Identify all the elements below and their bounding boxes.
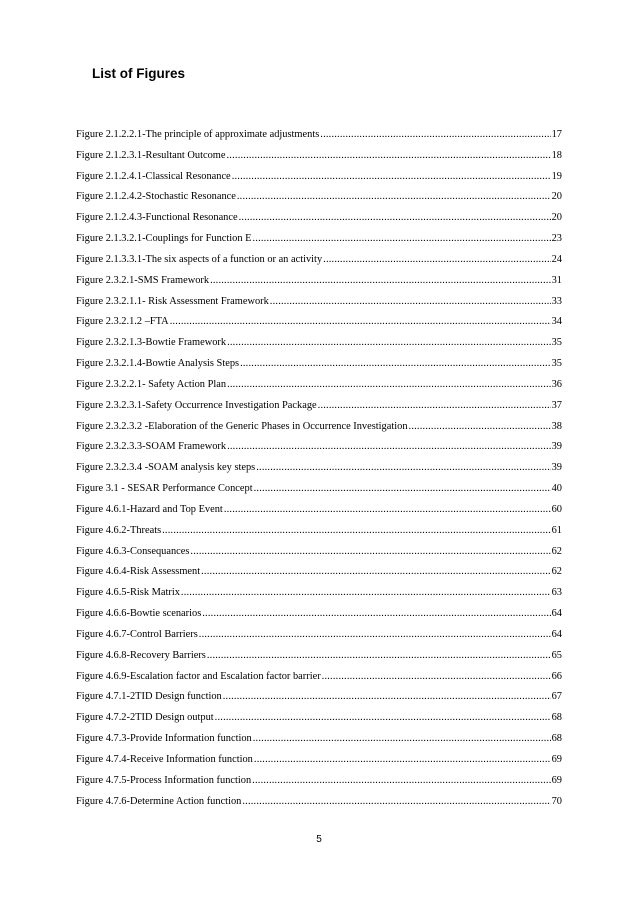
figure-title: Figure 2.3.2.3.1-Safety Occurrence Investigation Package <box>76 399 317 411</box>
figure-list-item[interactable] <box>76 500 562 521</box>
figure-title: Figure 2.1.3.3.1-The six aspects of a function or an activity <box>76 253 323 265</box>
dot-leader <box>232 167 551 188</box>
figure-list-item[interactable] <box>76 687 562 708</box>
figure-title: Figure 4.6.1-Hazard and Top Event <box>76 503 223 515</box>
figure-list-item[interactable] <box>76 604 562 625</box>
figure-title: Figure 2.1.2.4.2-Stochastic Resonance <box>76 191 236 203</box>
dot-leader <box>227 146 551 167</box>
figure-list-item[interactable] <box>76 396 562 417</box>
figure-list-item[interactable] <box>76 750 562 771</box>
figure-list-item[interactable] <box>76 333 562 354</box>
figure-title: Figure 4.6.3-Consequances <box>76 545 190 557</box>
dot-leader <box>227 375 551 396</box>
figure-title: Figure 4.7.1-2TID Design function <box>76 691 222 703</box>
dot-leader <box>239 208 551 229</box>
dot-leader <box>254 479 551 500</box>
figure-page-number: 33 <box>551 295 562 307</box>
figure-title: Figure 4.6.8-Recovery Barriers <box>76 649 206 661</box>
figure-title: Figure 2.3.2.2.1- Safety Action Plan <box>76 378 227 390</box>
dot-leader <box>242 792 550 813</box>
figure-list-item[interactable] <box>76 646 562 667</box>
figure-page-number: 40 <box>551 483 562 495</box>
figure-page-number: 18 <box>551 149 562 161</box>
figure-page-number: 36 <box>551 378 562 390</box>
figure-page-number: 62 <box>551 566 562 578</box>
dot-leader <box>227 333 551 354</box>
dot-leader <box>227 437 551 458</box>
figure-page-number: 68 <box>551 733 562 745</box>
figure-title: Figure 2.1.2.3.1-Resultant Outcome <box>76 149 226 161</box>
figure-list <box>76 125 562 812</box>
figure-page-number: 69 <box>551 774 562 786</box>
dot-leader <box>210 271 551 292</box>
figure-page-number: 23 <box>551 233 562 245</box>
dot-leader <box>409 417 551 438</box>
figure-list-item[interactable] <box>76 667 562 688</box>
figure-title: Figure 4.7.3-Provide Information function <box>76 733 252 745</box>
figure-page-number: 20 <box>551 191 562 203</box>
figure-title: Figure 2.1.2.4.1-Classical Resonance <box>76 170 231 182</box>
figure-title: Figure 4.6.7-Control Barriers <box>76 628 198 640</box>
figure-title: Figure 2.1.2.2.1-The principle of approximate adjustments <box>76 129 320 140</box>
dot-leader <box>181 583 551 604</box>
figure-list-item[interactable] <box>76 375 562 396</box>
figure-title: Figure 4.6.4-Risk Assessment <box>76 566 201 578</box>
dot-leader <box>322 667 551 688</box>
figure-page-number: 65 <box>551 649 562 661</box>
dot-leader <box>320 125 550 146</box>
figure-title: Figure 2.1.2.4.3-Functional Resonance <box>76 212 238 224</box>
figure-list-item[interactable] <box>76 312 562 333</box>
dot-leader <box>215 708 551 729</box>
figure-page-number: 69 <box>551 753 562 765</box>
figure-title: Figure 3.1 - SESAR Performance Concept <box>76 483 253 495</box>
dot-leader <box>190 542 550 563</box>
figure-title: Figure 4.7.4-Receive Information function <box>76 753 253 765</box>
figure-page-number: 24 <box>551 253 562 265</box>
figure-list-item[interactable] <box>76 458 562 479</box>
dot-leader <box>252 771 550 792</box>
figure-title: Figure 2.3.2.1.2 –FTA <box>76 316 169 328</box>
page-heading: List of Figures <box>92 66 186 81</box>
figure-list-item[interactable] <box>76 292 562 313</box>
figure-title: Figure 4.6.5-Risk Matrix <box>76 587 180 599</box>
figure-title: Figure 2.3.2.3.2 -Elaboration of the Generic Phases in Occurrence Investigation <box>76 420 408 432</box>
figure-list-item[interactable] <box>76 437 562 458</box>
figure-list-item[interactable] <box>76 521 562 542</box>
figure-list-item[interactable] <box>76 208 562 229</box>
figure-page-number: 64 <box>551 628 562 640</box>
figure-page-number: 34 <box>551 316 562 328</box>
figure-page-number: 37 <box>551 399 562 411</box>
figure-page-number: 60 <box>551 503 562 515</box>
figure-title: Figure 4.6.6-Bowtie scenarios <box>76 608 202 620</box>
dot-leader <box>224 500 551 521</box>
figure-list-item[interactable] <box>76 792 562 813</box>
figure-list-item[interactable] <box>76 354 562 375</box>
figure-list-item[interactable] <box>76 187 562 208</box>
dot-leader <box>201 562 550 583</box>
figure-page-number: 39 <box>551 462 562 474</box>
figure-page-number: 20 <box>551 212 562 224</box>
figure-list-item[interactable] <box>76 125 562 146</box>
figure-list-item[interactable] <box>76 479 562 500</box>
figure-list-item[interactable] <box>76 146 562 167</box>
figure-list-item[interactable] <box>76 542 562 563</box>
dot-leader <box>270 292 551 313</box>
dot-leader <box>223 687 551 708</box>
dot-leader <box>170 312 551 333</box>
figure-page-number: 67 <box>551 691 562 703</box>
dot-leader <box>318 396 551 417</box>
figure-title: Figure 2.3.2.3.4 -SOAM analysis key steps <box>76 462 256 474</box>
figure-page-number: 39 <box>551 441 562 453</box>
dot-leader <box>202 604 550 625</box>
figure-list-item[interactable] <box>76 271 562 292</box>
figure-page-number: 70 <box>551 795 562 807</box>
figure-page-number: 66 <box>551 670 562 682</box>
figure-page-number: 62 <box>551 545 562 557</box>
figure-title: Figure 4.6.2-Threats <box>76 524 162 536</box>
figure-list-item[interactable] <box>76 167 562 188</box>
dot-leader <box>252 229 550 250</box>
dot-leader <box>207 646 551 667</box>
dot-leader <box>253 729 551 750</box>
dot-leader <box>199 625 551 646</box>
figure-page-number: 68 <box>551 712 562 724</box>
figure-page-number: 17 <box>551 129 562 140</box>
figure-title: Figure 4.7.5-Process Information function <box>76 774 252 786</box>
figure-title: Figure 4.6.9-Escalation factor and Escalation factor barrier <box>76 670 321 682</box>
page-number: 5 <box>316 834 322 845</box>
dot-leader <box>237 187 551 208</box>
figure-title: Figure 2.3.2.1.4-Bowtie Analysis Steps <box>76 358 240 370</box>
figure-page-number: 38 <box>551 420 562 432</box>
figure-title: Figure 2.3.2.1-SMS Framework <box>76 274 210 286</box>
figure-list-item[interactable] <box>76 562 562 583</box>
figure-list-item[interactable] <box>76 417 562 438</box>
figure-list-item[interactable] <box>76 771 562 792</box>
figure-list-item[interactable] <box>76 250 562 271</box>
figure-page-number: 61 <box>551 524 562 536</box>
dot-leader <box>240 354 551 375</box>
figure-page-number: 19 <box>551 170 562 182</box>
dot-leader <box>323 250 550 271</box>
figure-title: Figure 2.1.3.2.1-Couplings for Function E <box>76 233 252 245</box>
figure-title: Figure 4.7.6-Determine Action function <box>76 795 242 807</box>
figure-list-item[interactable] <box>76 708 562 729</box>
figure-list-item[interactable] <box>76 625 562 646</box>
figure-list-item[interactable] <box>76 583 562 604</box>
figure-page-number: 31 <box>551 274 562 286</box>
figure-title: Figure 2.3.2.1.3-Bowtie Framework <box>76 337 227 349</box>
figure-list-item[interactable] <box>76 229 562 250</box>
figure-page-number: 35 <box>551 358 562 370</box>
figure-title: Figure 2.3.2.3.3-SOAM Framework <box>76 441 227 453</box>
figure-page-number: 64 <box>551 608 562 620</box>
figure-page-number: 35 <box>551 337 562 349</box>
figure-title: Figure 2.3.2.1.1- Risk Assessment Framework <box>76 295 269 307</box>
dot-leader <box>254 750 551 771</box>
figure-list-item[interactable] <box>76 729 562 750</box>
figure-title: Figure 4.7.2-2TID Design output <box>76 712 214 724</box>
dot-leader <box>162 521 550 542</box>
figure-page-number: 63 <box>551 587 562 599</box>
dot-leader <box>256 458 550 479</box>
